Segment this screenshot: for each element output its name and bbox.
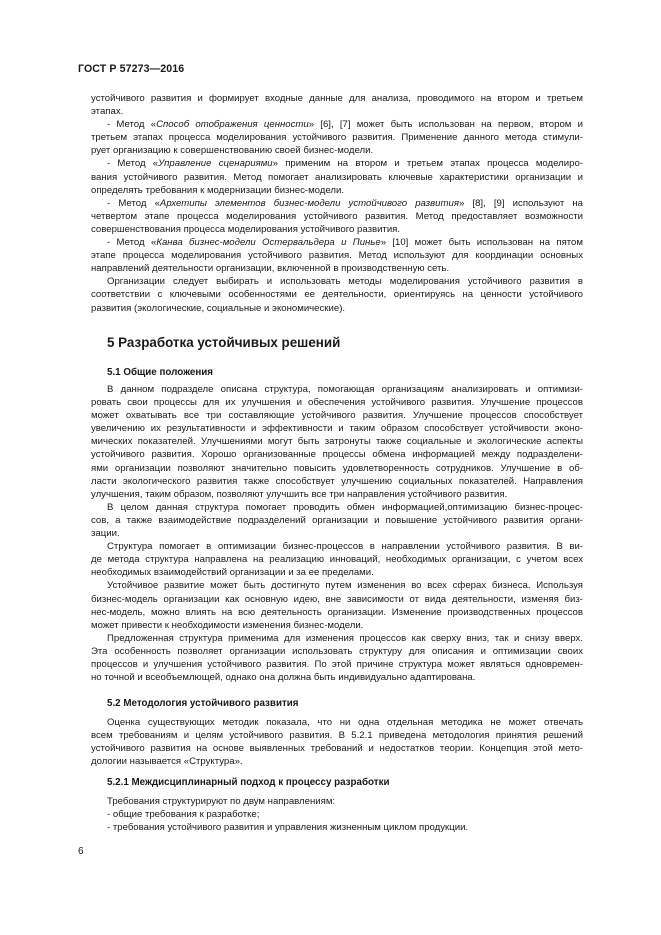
paragraph: Оценка существующих методик показала, что ни одна отдельная методика не может отвечать всем требованиям и целям устойчивого развития. В 5.2.1 приведена методология принятия решений устойчивого развития на основе выявленных требований и недостатков теории. Концепция этой мето- дологии называется «Структура». (91, 717, 583, 768)
paragraph: Устойчивое развитие может быть достигнуто путем изменения во всех сферах бизнеса. Используя бизнес-модель организации как основную идею, вне зависимости от вида деятельности, изменяя биз- нес-модель, можно влиять на всю деятельность организации. Изменение производственных процессов может привести к необходимости изменения бизнес-модели. (91, 580, 583, 631)
paragraph: В данном подразделе описана структура, помогающая организациям анализировать и оптимизи- ровать свои процессы для их улучшения и обеспечения устойчивого развития. Улучшение процессов может охватывать все три составляющие устойчивого развития. Улучшение процессов способствует увеличению их результативности и эффективности и таким образом способствует устойчивости эконо- мических показателей. Улучшениями могут быть затронуты также социальные и экологические аспекты устойчивого развития. Хорошо организованные процессы обмена информацией между подразделени- ями организации позволяют значительно повысить удовлетворенность сотрудников. Улучшение в об- ласти экологического развития также способствует улучшению социальных показателей. Направления улучшения, таким образом, позволяют улучшить все три направления устойчивого развития. (91, 384, 583, 500)
list-item: - общие требования к разработке; (107, 809, 260, 821)
intro-block (91, 92, 583, 315)
method-item-business-model-canvas: - Метод «Канва бизнес-модели Остервальдера и Пинье» [10] может быть использован на пятом этапе процесса моделирования устойчивого развития. Метод используют для координации основных направлений деятельности организации, включенной в производственную сеть. (91, 237, 583, 275)
paragraph: Структура помогает в оптимизации бизнес-процессов в направлении устойчивого развития. В ви- де метода структура направлена на реализацию инноваций, необходимых организации, с учетом всех необходимых взаимодействий организации и за ее пределами. (91, 541, 583, 579)
page-number: 6 (78, 846, 84, 857)
list-intro: Требования структурируют по двум направлениям: (107, 796, 336, 807)
method-item-archetypes: - Метод «Архетипы элементов бизнес-модели устойчивого развития» [8], [9] используют на четвертом этапе процесса моделирования устойчивого развития. Метод предоставляет возможности совершенствования процесса моделирования устойчивого развития. (91, 197, 583, 235)
method-item-scenario-management: - Метод «Управление сценариями» применим на втором и третьем этапах процесса моделиро- вания устойчивого развития. Метод помогает анализировать ключевые характеристики организации и определять требования к модернизации бизнес-модели. (91, 158, 583, 196)
standard-header: ГОСТ Р 57273—2016 (78, 63, 185, 75)
subsection-5-2-heading: 5.2 Методология устойчивого развития (107, 698, 299, 709)
list-item: - требования устойчивого развития и управления жизненным циклом продукции. (107, 822, 469, 834)
subsection-5-2-1-heading: 5.2.1 Междисциплинарный подход к процессу разработки (107, 777, 390, 788)
method-name: Способ отображения ценности (156, 119, 309, 131)
subsection-5-1-heading: 5.1 Общие положения (107, 367, 214, 378)
paragraph: В целом данная структура помогает проводить обмен информацией,оптимизацию бизнес-процес- сов, а также взаимодействие подразделений организации и повышение устойчивого развития органи- зации. (91, 501, 583, 540)
subsection-5-1-body (91, 383, 583, 684)
method-item-value-mapping: - Метод «Способ отображения ценности» [6], [7] может быть использован на первом, втором и третьем этапах процесса моделирования устойчивого развития. Применение данного метода стимули- рует организацию к совершенствованию своей бизнес-модели. (91, 119, 583, 157)
paragraph-continuation: устойчивого развития и формирует входные данные для анализа, проводимого на втором и третьем этапах. (91, 93, 583, 118)
method-name: Канва бизнес-модели Остервальдера и Пинье (156, 237, 381, 249)
method-name: Архетипы элементов бизнес-модели устойчивого развития (159, 197, 459, 209)
subsection-5-2-body (91, 716, 583, 768)
method-name: Управление сценариями (158, 158, 273, 170)
subsection-5-2-1-body (91, 795, 583, 834)
paragraph-organizations: Организации следует выбирать и использовать методы моделирования устойчивого развития в соответствии с ключевыми особенностями ее деятельности, ориентируясь на ценности устойчивого развития (экологические, социальные и экономические). (91, 276, 583, 314)
section-5-heading: 5 Разработка устойчивых решений (107, 335, 341, 350)
paragraph: Предложенная структура применима для изменения процессов как сверху вниз, так и снизу вверх. Эта особенность позволяет организации использовать структуру для описания и оптимизации своих процессов и улучшения устойчивого развития. По этой причине структура может являться одновремен- но точной и всеобъемлющей, однако она должна быть индивидуально адаптирована. (91, 632, 583, 684)
